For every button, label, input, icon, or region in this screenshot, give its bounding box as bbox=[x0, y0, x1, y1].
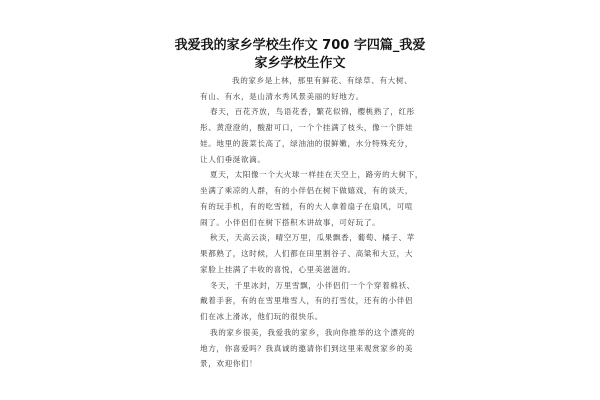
paragraph-line: 景，欢迎你们！ bbox=[200, 359, 258, 368]
document-title-line-1: 我爱我的家乡学校生作文 700 字四篇_我爱 bbox=[174, 38, 426, 53]
paragraph-line: 有山、有水，是山清水秀风景美丽的好地方。 bbox=[200, 92, 364, 101]
paragraph-line: 果都熟了，这时候，人们都在田里割谷子、高粱和大豆，大 bbox=[200, 249, 414, 258]
paragraph-line: 地方，你喜爱吗？我真诚的邀请你们到这里来观赏家乡的美 bbox=[200, 344, 414, 353]
paragraph-line: 秋天，天高云淡，晴空万里，瓜果飘香，葡萄、橘子、苹 bbox=[210, 233, 415, 242]
paragraph-line: 夏天，太阳像一个大火球一样挂在天空上，路旁的大树下， bbox=[210, 170, 424, 179]
paragraph-line: 戴着手套，有的在雪里堆雪人，有的打雪仗，还有的小伴侣 bbox=[200, 296, 414, 305]
paragraph-line: 闹了。小伴侣们在树下搭积木讲故事，可好玩了。 bbox=[200, 218, 381, 227]
document-title-line-2: 家乡学校生作文 bbox=[254, 56, 346, 71]
paragraph-line: 们在冰上滑冰，他们玩的很快乐。 bbox=[200, 312, 323, 321]
paragraph-line: 有的玩手机，有的吃雪糕，有的大人拿着扇子在扇风，可喧 bbox=[200, 202, 414, 211]
paragraph-line: 春天，百花齐放，鸟语花香，繁花似锦，樱桃熟了，红彤 bbox=[210, 107, 415, 116]
paragraph-line: 娃。地里的菠菜长高了，绿油油的很鲜嫩，水分特殊充分， bbox=[200, 139, 414, 148]
paragraph-line: 我的家乡是上林，那里有鲜花、有绿草、有大树、 bbox=[232, 76, 413, 85]
paragraph-line: 冬天，千里冰封，万里雪飘，小伴侣们一个个穿着棉袄、 bbox=[210, 281, 415, 290]
paragraph-line: 我的家乡很美，我爱我的家乡，我向你推举的这个漂亮的 bbox=[210, 328, 415, 337]
paragraph-line: 坐满了乘凉的人群，有的小伴侣在树下做嬉戏，有的谈天， bbox=[200, 186, 414, 195]
paragraph-line: 家脸上挂满了丰收的喜悦，心里美滋滋的。 bbox=[200, 265, 356, 274]
paragraph-line: 彤、黄澄澄的，酸甜可口，一个个挂满了枝头，像一个胖娃 bbox=[200, 123, 414, 132]
paragraph-line: 让人们垂涎欲滴。 bbox=[200, 155, 266, 164]
